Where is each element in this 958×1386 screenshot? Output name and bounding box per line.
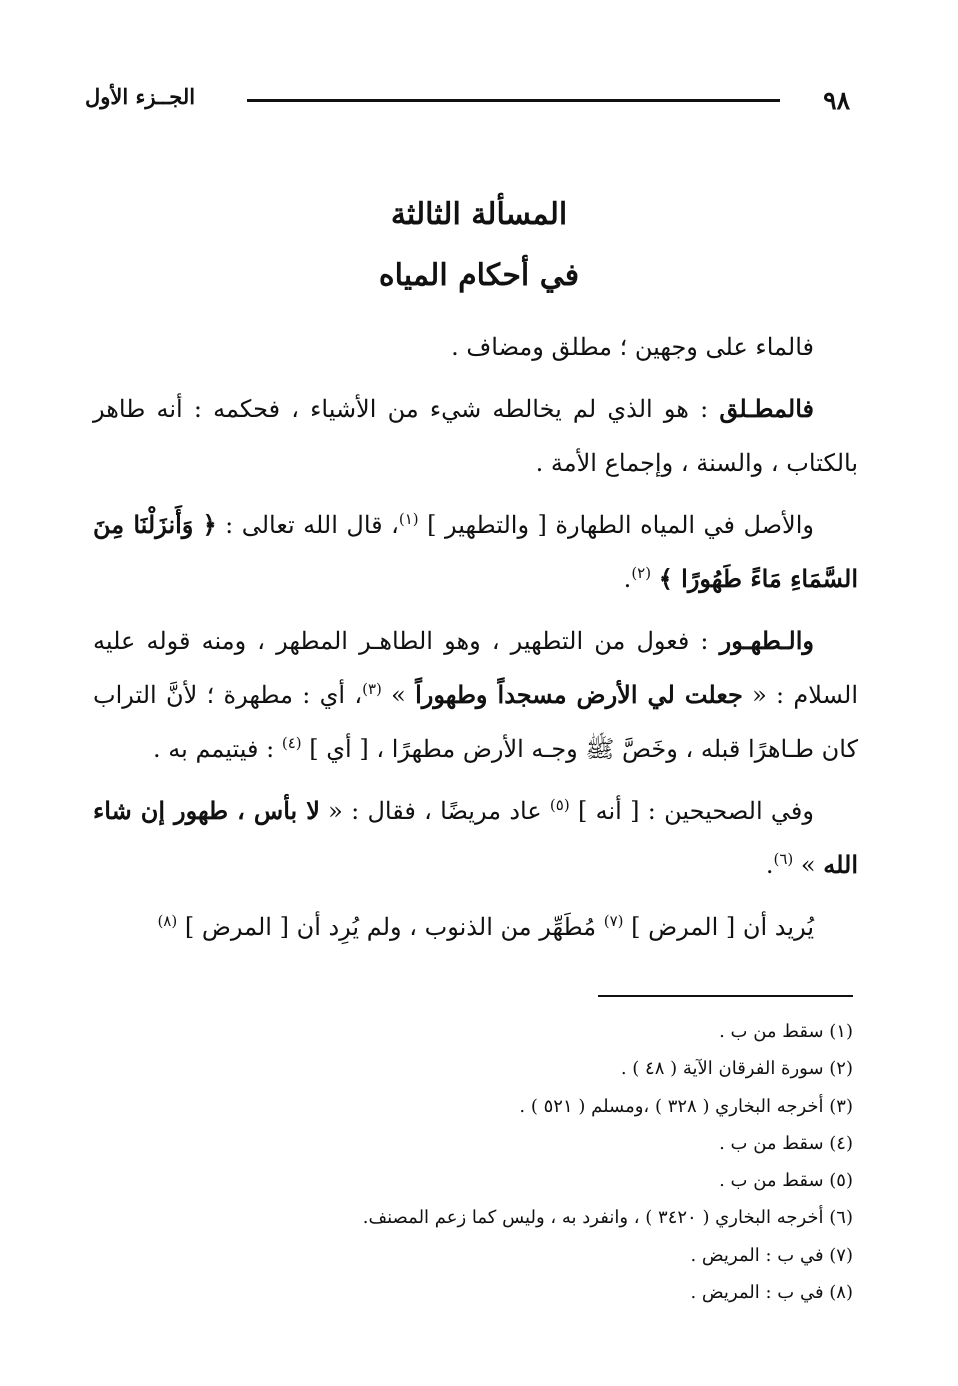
paragraph-1-text: فالماء على وجهين ؛ مطلق ومضاف . [451,333,814,361]
body-text [93,320,858,962]
paragraph-5-text-c: » [793,851,824,879]
hadith-2: لا بأس ، طهور إن شاء الله [93,796,858,879]
footnote-item: (٢) سورة الفرقان الآية ( ٤٨ ) . [620,1058,853,1080]
paragraph-3-text-c: . [623,565,632,593]
running-title: الجــزء الأول [85,84,196,109]
chapter-subtitle: في أحكام المياه [378,258,580,293]
paragraph-5 [93,784,858,892]
header-rule [247,99,780,102]
paragraph-2 [93,382,858,490]
footnote-ref-6[interactable]: (٦) [773,850,794,868]
term-tahur: والـطهـور [719,626,814,655]
running-header [85,82,860,118]
quran-verse: ﴿ وَأَنزَلْنَا مِنَ السَّمَاءِ مَاءً طَهُورًا ﴾ [93,510,858,593]
paragraph-4-text-a: : فعول من التطهير ، وهو الطاهـر المطهر ، ومنه قوله عليه السلام : « [93,627,858,709]
page-number: ٩٨ [823,86,850,115]
footnote-item: (٦) أخرجه البخاري ( ٣٤٢٠ ) ، وانفرد به ، وليس كما زعم المصنف. [362,1207,853,1229]
footnote-ref-2[interactable]: (٢) [631,564,652,582]
paragraph-3 [93,498,858,606]
paragraph-4-text-b: » [381,681,416,709]
footnote-item: (٨) في ب : المريض . [690,1282,853,1304]
footnote-ref-4[interactable]: (٤) [281,734,302,752]
footnote-ref-3[interactable]: (٣) [362,680,382,698]
paragraph-5-text-b: عاد مريضًا ، فقال : « [319,797,550,825]
paragraph-2-text: : هو الذي لم يخالطه شيء من الأشياء ، فحكمه : أنه طاهر بالكتاب ، والسنة ، وإجماع الأمة . [93,395,858,477]
paragraph-1 [93,320,858,374]
footnote-separator [598,995,853,997]
paragraph-6-text-a: يُريد أن [ المرض ] [623,913,814,941]
term-mutlaq: فالمطـلق [719,394,814,423]
footnote-item: (١) سقط من ب . [719,1021,853,1042]
footnote-item: (٥) سقط من ب . [719,1170,853,1192]
footnote-ref-8[interactable]: (٨) [157,912,178,930]
paragraph-5-text-a: وفي الصحيحين : [ أنه ] [569,797,814,825]
footnote-ref-7[interactable]: (٧) [603,912,624,930]
paragraph-4 [93,614,858,776]
paragraph-5-text-d: . [765,851,774,879]
paragraph-3-text-a: والأصل في المياه الطهارة [ والتطهير ] [418,511,814,539]
footnotes-list [213,1013,853,1311]
chapter-title: المسألة الثالثة [390,197,568,232]
footnote-ref-5[interactable]: (٥) [549,796,570,814]
hadith-1: جعلت لي الأرض مسجداً وطهوراً [415,680,743,709]
footnote-item: (٣) أخرجه البخاري ( ٣٢٨ ) ،ومسلم ( ٥٢١ ) . [519,1095,853,1117]
paragraph-3-text-b: ، قال الله تعالى : [216,511,399,539]
footnote-item: (٤) سقط من ب . [719,1132,853,1154]
paragraph-4-text-d: : فيتيمم به . [153,735,282,763]
paragraph-4-text-c: ، أي : مطهرة ؛ لأنَّ التراب كان طـاهرًا قبله ، وخَصَّ ﷺ وجـه الأرض مطهرًا ، [ أي ] [93,681,858,763]
paragraph-6 [93,900,858,954]
footnote-item: (٧) في ب : المريض . [690,1244,853,1266]
footnote-ref-1[interactable]: (١) [398,510,419,528]
paragraph-6-text-b: مُطَهِّر من الذنوب ، ولم يُرِد أن [ المرض ] [177,913,604,941]
